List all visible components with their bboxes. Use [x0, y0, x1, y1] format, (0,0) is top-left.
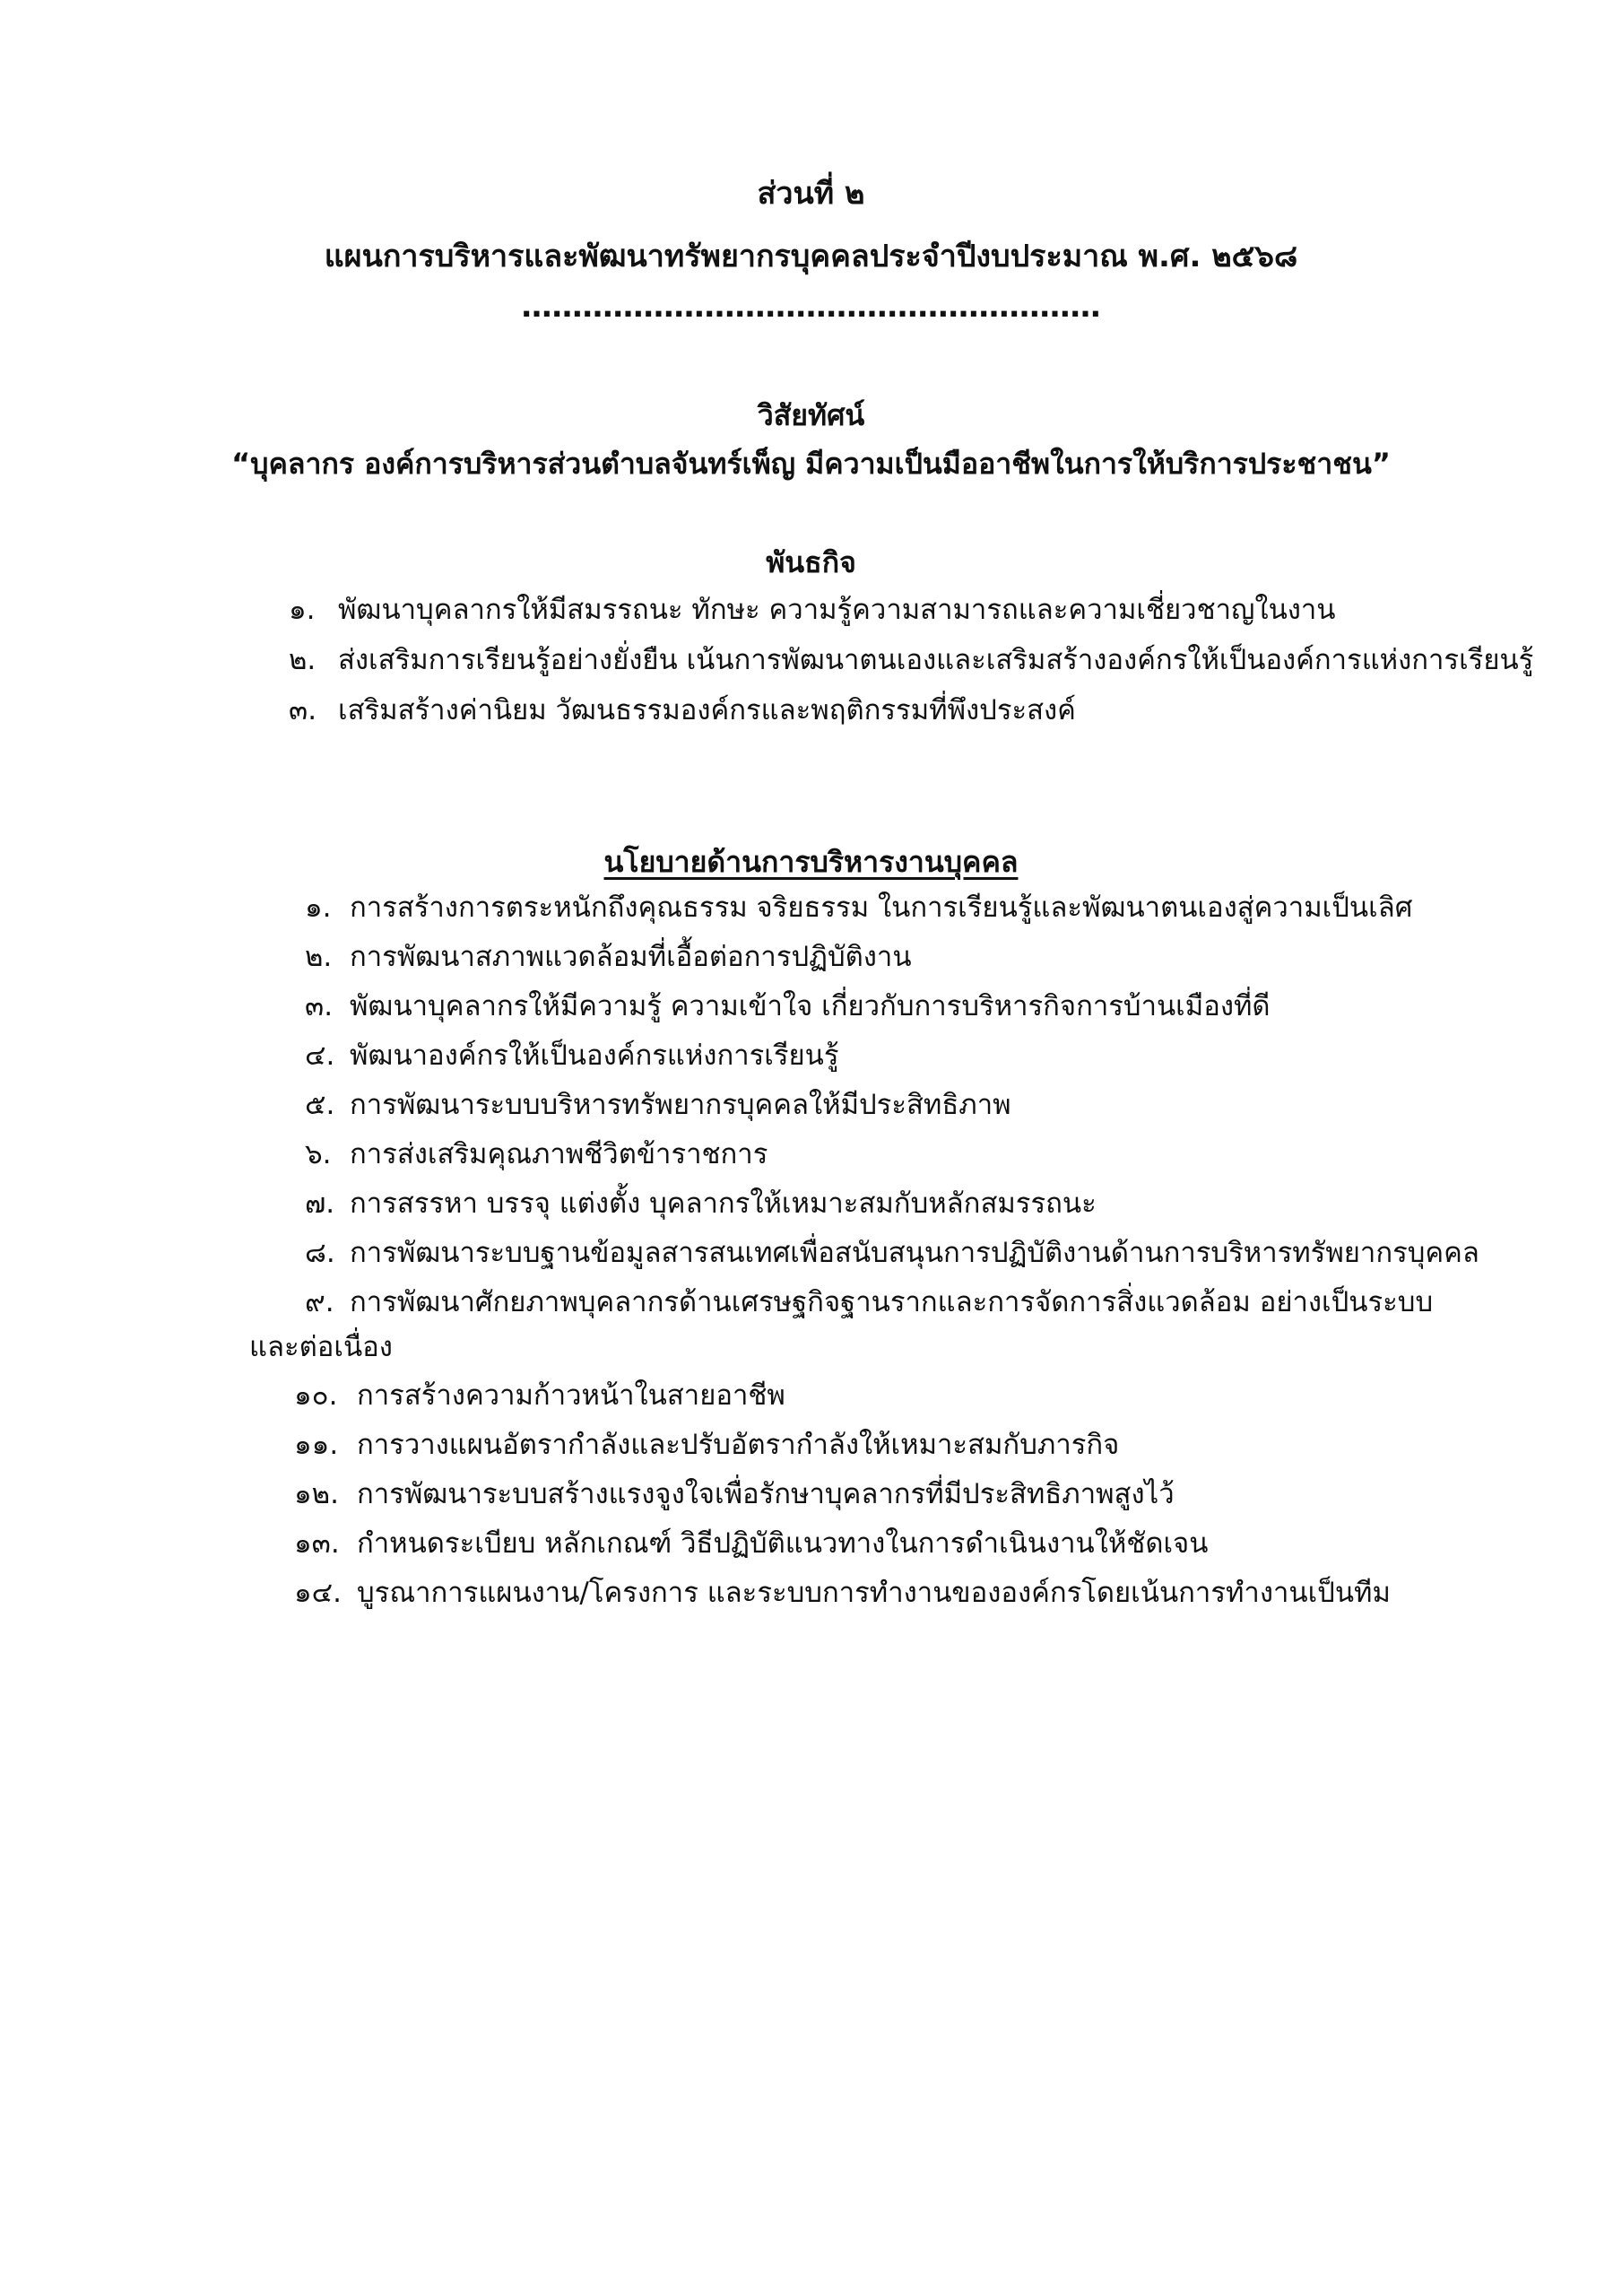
list-item [305, 1082, 1560, 1131]
vision-heading: วิสัยทัศน์ [757, 398, 865, 432]
item-text: การพัฒนาสภาพแวดล้อมที่เอื้อต่อการปฏิบัติงาน [350, 941, 912, 973]
item-text: การส่งเสริมคุณภาพชีวิตข้าราชการ [350, 1138, 768, 1170]
item-text: การพัฒนาศักยภาพบุคลากรด้านเศรษฐกิจฐานรากและการจัดการสิ่งแวดล้อม อย่างเป็นระบบ [350, 1286, 1434, 1318]
item-number: ๒. [305, 941, 333, 973]
policy-heading: นโยบายด้านการบริหารงานบุคคล [603, 845, 1019, 879]
list-item [305, 1131, 1560, 1180]
item-text: การสร้างการตระหนักถึงคุณธรรม จริยธรรม ในการเรียนรู้และพัฒนาตนเองสู่ความเป็นเลิศ [350, 891, 1413, 924]
item-number: ๕. [305, 1089, 335, 1121]
list-item [294, 1471, 1549, 1520]
item-text: พัฒนาองค์กรให้เป็นองค์กรแห่งการเรียนรู้ [350, 1039, 839, 1072]
item-number: ๓. [305, 990, 334, 1022]
item-number: ๓. [289, 694, 317, 726]
item-text: การพัฒนาระบบบริหารทรัพยากรบุคคลให้มีประสิทธิภาพ [350, 1089, 1011, 1121]
policy-list-continued [294, 1372, 1549, 1619]
list-item [305, 1230, 1560, 1279]
dotted-separator: ………………………………………………… [521, 289, 1101, 325]
part-title: ส่วนที่ ๒ [757, 176, 865, 212]
item-text: พัฒนาบุคลากรให้มีสมรรถนะ ทักษะ ความรู้ความสามารถและความเชี่ยวชาญในงาน [338, 594, 1336, 626]
item-number: ๒. [289, 644, 317, 676]
item-text: การวางแผนอัตรากำลังและปรับอัตรากำลังให้เหมาะสมกับภารกิจ [357, 1429, 1120, 1461]
list-item [305, 1279, 1560, 1328]
item-text: ส่งเสริมการเรียนรู้อย่างยั่งยืน เน้นการพัฒนาตนเองและเสริมสร้างองค์กรให้เป็นองค์การแห่งการเรียนรู้ [338, 644, 1534, 676]
item-text: บูรณาการแผนงาน/โครงการ และระบบการทำงานขององค์กรโดยเน้นการทำงานเป็นทีม [357, 1577, 1391, 1609]
mission-list [289, 587, 1544, 737]
mission-heading: พันธกิจ [766, 545, 856, 579]
item-number: ๑๒. [294, 1478, 339, 1510]
list-item [305, 1180, 1560, 1230]
list-item [289, 637, 1544, 687]
list-item [294, 1422, 1549, 1471]
item-text: พัฒนาบุคลากรให้มีความรู้ ความเข้าใจ เกี่ยวกับการบริหารกิจการบ้านเมืองที่ดี [350, 990, 1271, 1022]
list-item [305, 983, 1560, 1032]
item-text: การพัฒนาระบบสร้างแรงจูงใจเพื่อรักษาบุคลากรที่มีประสิทธิภาพสูงไว้ [357, 1478, 1175, 1510]
list-item [305, 1032, 1560, 1082]
list-item [294, 1372, 1549, 1422]
item-number: ๙. [305, 1286, 334, 1318]
item-number: ๑๑. [294, 1429, 339, 1461]
item-text: การสร้างความก้าวหน้าในสายอาชีพ [357, 1379, 785, 1412]
list-item [305, 884, 1560, 934]
item-number: ๑๓. [294, 1527, 340, 1560]
list-item [305, 934, 1560, 983]
item-number: ๑. [289, 594, 316, 626]
item-number: ๑๔. [294, 1577, 342, 1609]
item-continuation: และต่อเนื่อง [249, 1331, 393, 1363]
item-number: ๗. [305, 1187, 335, 1220]
item-number: ๑. [305, 891, 332, 924]
item-number: ๔. [305, 1039, 335, 1072]
item-text: เสริมสร้างค่านิยม วัฒนธรรมองค์กรและพฤติกรรมที่พึงประสงค์ [338, 694, 1076, 726]
list-item [294, 1570, 1549, 1619]
item-number: ๘. [305, 1237, 335, 1269]
list-item [294, 1520, 1549, 1570]
item-text: การสรรหา บรรจุ แต่งตั้ง บุคลากรให้เหมาะสมกับหลักสมรรถนะ [350, 1187, 1097, 1220]
item-number: ๑๐. [294, 1379, 338, 1412]
list-item [289, 687, 1544, 737]
item-number: ๖. [305, 1138, 332, 1170]
list-item [289, 587, 1544, 637]
item-text: การพัฒนาระบบฐานข้อมูลสารสนเทศเพื่อสนับสนุนการปฏิบัติงานด้านการบริหารทรัพยากรบุคคล [350, 1237, 1479, 1269]
plan-title: แผนการบริหารและพัฒนาทรัพยากรบุคคลประจำปีงบประมาณ พ.ศ. ๒๕๖๘ [324, 239, 1298, 274]
item-text: กำหนดระเบียบ หลักเกณฑ์ วิธีปฏิบัติแนวทางในการดำเนินงานให้ชัดเจน [357, 1527, 1209, 1560]
policy-list [305, 884, 1560, 1328]
vision-text: “บุคลากร องค์การบริหารส่วนตำบลจันทร์เพ็ญ มีความเป็นมืออาชีพในการให้บริการประชาชน” [231, 447, 1391, 481]
